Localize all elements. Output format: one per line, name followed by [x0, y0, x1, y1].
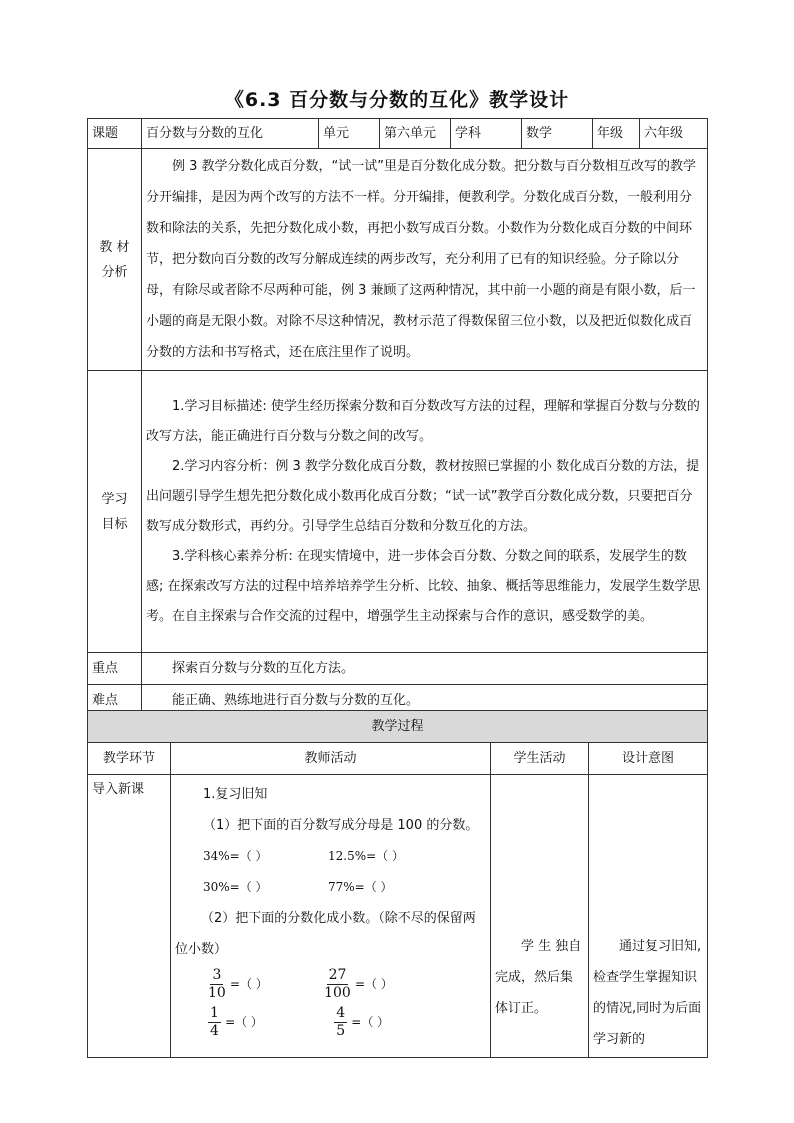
student-activity: 学 生 独自完成，然后集体订正。: [491, 775, 589, 1058]
goal-paragraph-2: 2.学习内容分析：例 3 教学分数化成百分数，教材按照已掌握的小 数化成百分数的方法，提出问题引导学生想先把分数化成小数再化成百分数；“试一试”教学百分数化成分数，只要把百分数写成分数形式，再约分。引导学生总结百分数和分数互化的方法。: [146, 458, 700, 534]
difficult-point: 能正确、熟练地进行百分数与分数的互化。: [142, 685, 708, 717]
exercise-row-2: 30%=（ ） 77%=（ ）: [203, 880, 393, 894]
col-teacher: 教师活动: [171, 743, 491, 775]
analysis-text: 例 3 教学分数化成百分数，“试一试”里是百分数化成分数。把分数与百分数相互改写的教学分开编排，是因为两个改写的方法不一样。分开编排，便教利学。分数化成百分数，一般利用分数和除法的关系，先把分数化成小数，再把小数写成百分数。小数作为分数化成百分数的中间环节，把分数向百分数的改写分解成连续的两步改写，充分利用了已有的知识经验。分子除以分母，有除尽或者除不尽两种可能，例 3 兼顾了这两种情况，其中前一小题的商是有限小数，后一小题的商是无限小数。对除不尽这种情况，教材示范了得数保留三位小数，以及把近似数化成百分数的方法和书写格式，还在底注里作了说明。: [146, 159, 697, 360]
goal-paragraph-3: 3.学科核心素养分析: 在现实情境中，进一步体会百分数、分数之间的联系，发展学生的数感; 在探索改写方法的过程中培养培养学生分析、比较、抽象、概括等思维能力，发展学生数学思考。在自主探索与合作交流的过程中，增强学生主动探索与合作的意识，感受数学的美。: [146, 548, 701, 624]
page-title: 《6.3 百分数与分数的互化》教学设计: [224, 89, 570, 111]
fraction-row-2: $\frac{1}{4}$ =（ ） $\frac{4}{5}$ =（ ）: [210, 1005, 390, 1039]
fraction: $\frac{27}{100}$: [324, 967, 351, 1001]
teacher-activity: [171, 775, 491, 1058]
goals-label: 学习 目标: [88, 371, 142, 653]
grade-label: 年级: [593, 119, 640, 149]
fraction: $\frac{3}{10}$: [208, 967, 226, 1001]
key-label: 重点: [88, 653, 142, 685]
stage-label: 导入新课: [92, 782, 145, 797]
design-intent: 通过复习旧知,检查学生掌握知识的情况,同时为后面学习新的: [589, 775, 708, 1058]
goals-cell: [142, 371, 708, 653]
lesson-value: 百分数与分数的互化: [142, 119, 319, 149]
fraction-row-1: $\frac{3}{10}$ =（ ） $\frac{27}{100}$ =（ ）: [208, 967, 393, 1001]
difficult-label: 难点: [88, 685, 142, 717]
goal-paragraph-1: 1.学习目标描述: 使学生经历探索分数和百分数改写方法的过程，理解和掌握百分数与分数的改写方法，能正确进行百分数与分数之间的改写。: [146, 398, 700, 444]
unit-value: 第六单元: [380, 119, 451, 149]
grade-value: 六年级: [640, 119, 708, 149]
stage-cell: [88, 775, 171, 1058]
teaching-process-table: [87, 710, 708, 1058]
lesson-info-table: [87, 118, 708, 717]
fraction: $\frac{1}{4}$: [210, 1005, 219, 1039]
analysis-cell: [142, 149, 708, 371]
exercise-row-1: 34%=（ ） 12.5%=（ ）: [203, 849, 404, 863]
question-2: （2）把下面的分数化成小数。（除不尽的保留两位小数）: [175, 911, 476, 957]
subject-label: 学科: [451, 119, 522, 149]
key-point: 探索百分数与分数的互化方法。: [142, 653, 708, 685]
col-intent: 设计意图: [589, 743, 708, 775]
fraction: $\frac{4}{5}$: [336, 1005, 346, 1039]
review-heading: 1.复习旧知: [203, 787, 268, 802]
unit-label: 单元: [319, 119, 380, 149]
col-student: 学生活动: [491, 743, 589, 775]
process-header: 教学过程: [88, 711, 708, 743]
analysis-label: 教 材 分析: [88, 149, 142, 371]
col-stage: 教学环节: [88, 743, 171, 775]
lesson-label: 课题: [88, 119, 142, 149]
question-1: （1）把下面的百分数写成分母是 100 的分数。: [203, 818, 479, 833]
subject-value: 数学: [522, 119, 593, 149]
